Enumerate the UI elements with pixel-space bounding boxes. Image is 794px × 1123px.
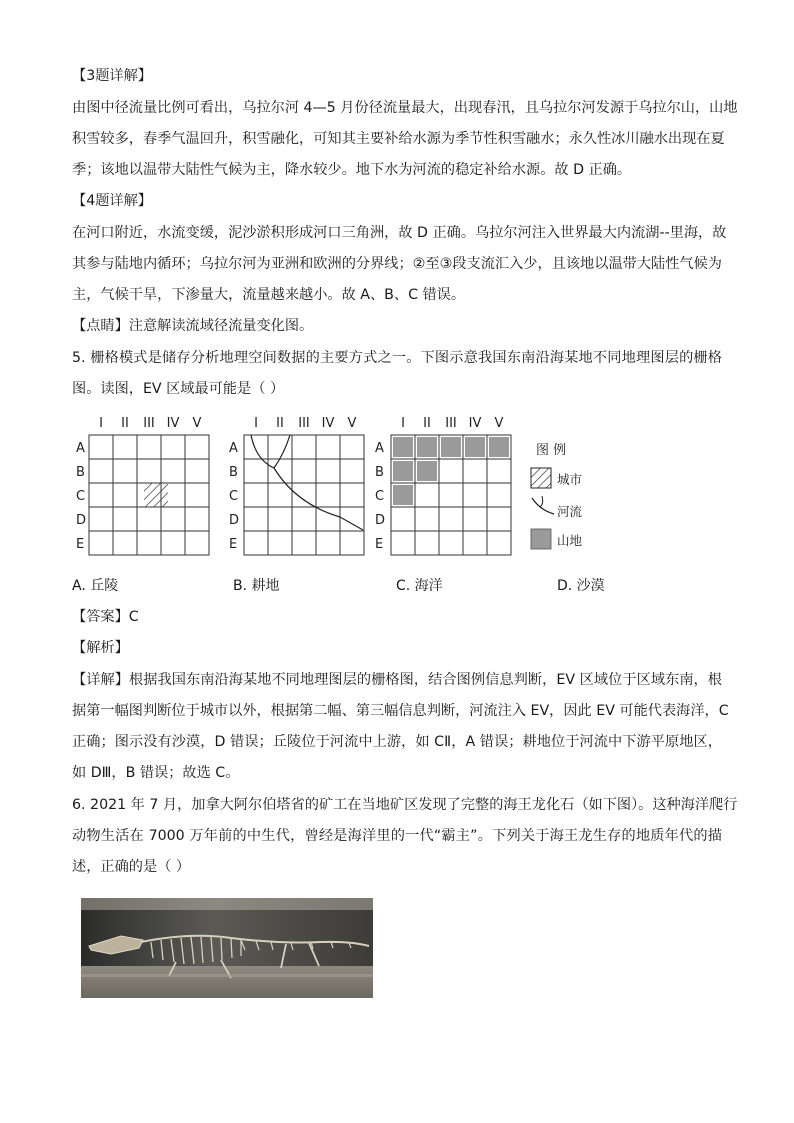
q3-line-1: 由图中径流量比例可看出，乌拉尔河 4—5 月份径流量最大，出现春汛，且乌拉尔河发源于乌拉尔山，山地 — [72, 100, 738, 116]
q6-stem-2: 动物生活在 7000 万年前的中生代，曾经是海洋里的一代“霸主”。下列关于海王龙生存的地质年代的描 — [72, 828, 722, 844]
grid3-col-1: I — [401, 416, 405, 431]
grid2-row-4: D — [229, 513, 240, 528]
grid3-row-5: E — [375, 537, 384, 552]
option-d[interactable]: D. 沙漠 — [557, 578, 605, 594]
q4-line-2: 其参与陆地内循环；乌拉尔河为亚洲和欧洲的分界线；②至③段支流汇入少，且该地以温带大陆性气候为 — [72, 256, 722, 272]
grid1-row-5: E — [76, 537, 85, 552]
river-main — [274, 468, 363, 530]
grid2-row-1: A — [229, 441, 238, 456]
raster-grids-svg — [70, 412, 610, 562]
legend-city-label: 城市 — [557, 472, 583, 487]
grid1-row-3: C — [76, 489, 86, 504]
grid-1 — [76, 416, 209, 555]
grid3-col-2: II — [423, 416, 431, 431]
grid3-col-5: V — [494, 416, 504, 431]
river-branch-right — [274, 435, 290, 468]
q6-stem-1: 6. 2021 年 7 月，加拿大阿尔伯塔省的矿工在当地矿区发现了完整的海王龙化石（如下图）。这种海洋爬行 — [72, 797, 738, 813]
grid3-row-2: B — [375, 465, 384, 480]
mountain-cells — [393, 437, 509, 505]
grid2-row-3: C — [229, 489, 239, 504]
legend-river-branch-icon — [540, 496, 543, 507]
option-a[interactable]: A. 丘陵 — [72, 578, 119, 594]
legend-city-swatch — [531, 468, 551, 488]
option-b[interactable]: B. 耕地 — [233, 578, 280, 594]
grid-2 — [229, 416, 364, 555]
grid3-row-4: D — [375, 513, 386, 528]
grid2-col-2: II — [276, 416, 284, 431]
grid2-col-4: IV — [321, 416, 335, 431]
q4-line-3: 主，气候干旱，下渗量大，流量越来越小。故 A、B、C 错误。 — [72, 287, 466, 303]
grid1-col-3: III — [143, 416, 155, 431]
grid1-col-1: I — [99, 416, 103, 431]
q5-detail-3: 正确；图示没有沙漠，D 错误；丘陵位于河流中上游，如 CⅡ，A 错误；耕地位于河流中下游平原地区， — [72, 734, 722, 750]
legend-title: 图 例 — [536, 443, 567, 458]
grid1-col-2: II — [121, 416, 129, 431]
raster-figure — [70, 412, 610, 562]
grid1-col-4: IV — [166, 416, 180, 431]
q5-detail-1: 【详解】根据我国东南沿海某地不同地理图层的栅格图，结合图例信息判断，EV 区域位于区域东南，根 — [72, 672, 722, 688]
city-cell-c3 — [144, 483, 168, 507]
grid2-col-3: III — [298, 416, 310, 431]
q3-heading: 【3题详解】 — [72, 68, 152, 84]
grid1-col-5: V — [192, 416, 202, 431]
legend-mountain-label: 山地 — [557, 533, 583, 548]
grid3-row-1: A — [375, 441, 384, 456]
q6-stem-3: 述，正确的是（ ） — [72, 859, 191, 875]
grid3-row-3: C — [375, 489, 385, 504]
grid2-col-5: V — [347, 416, 357, 431]
q3-line-2: 积雪较多，春季气温回升，积雪融化，可知其主要补给水源为季节性积雪融水；永久性冰川融水出现在夏 — [72, 131, 725, 147]
legend-river-label: 河流 — [557, 504, 583, 519]
grid1-row-2: B — [76, 465, 85, 480]
q4-tip: 【点睛】注意解读流域径流量变化图。 — [72, 318, 314, 334]
grid2-row-2: B — [229, 465, 238, 480]
grid1-row-4: D — [76, 513, 87, 528]
q5-answer: 【答案】C — [72, 609, 139, 625]
option-c[interactable]: C. 海洋 — [396, 578, 443, 594]
grid3-col-3: III — [445, 416, 457, 431]
grid1-row-1: A — [76, 441, 85, 456]
q3-line-3: 季；该地以温带大陆性气候为主，降水较少。地下水为河流的稳定补给水源。故 D 正确。 — [72, 162, 632, 178]
fossil-illustration — [81, 898, 373, 998]
q5-detail-4: 如 DⅢ，B 错误；故选 C。 — [72, 765, 240, 781]
grid2-col-1: I — [254, 416, 258, 431]
q4-line-1: 在河口附近，水流变缓，泥沙淤积形成河口三角洲，故 D 正确。乌拉尔河注入世界最大内流湖--里海，故 — [72, 225, 727, 241]
q5-stem-2: 图。读图，EV 区域最可能是（ ） — [72, 381, 285, 397]
grid3-col-4: IV — [468, 416, 482, 431]
grid-3 — [375, 416, 511, 555]
q5-analysis-heading: 【解析】 — [72, 640, 129, 656]
river-branch-left — [251, 435, 274, 468]
q4-heading: 【4题详解】 — [72, 193, 152, 209]
legend-mountain-swatch — [531, 529, 551, 549]
legend — [531, 443, 583, 549]
mosasaur-fossil-photo — [81, 898, 373, 998]
q5-detail-2: 据第一幅图判断位于城市以外，根据第二幅、第三幅信息判断，河流注入 EV，因此 EV 可能代表海洋，C — [72, 703, 729, 719]
q5-stem-1: 5. 栅格模式是储存分析地理空间数据的主要方式之一。下图示意我国东南沿海某地不同地理图层的栅格 — [72, 350, 722, 366]
grid2-row-5: E — [229, 537, 238, 552]
